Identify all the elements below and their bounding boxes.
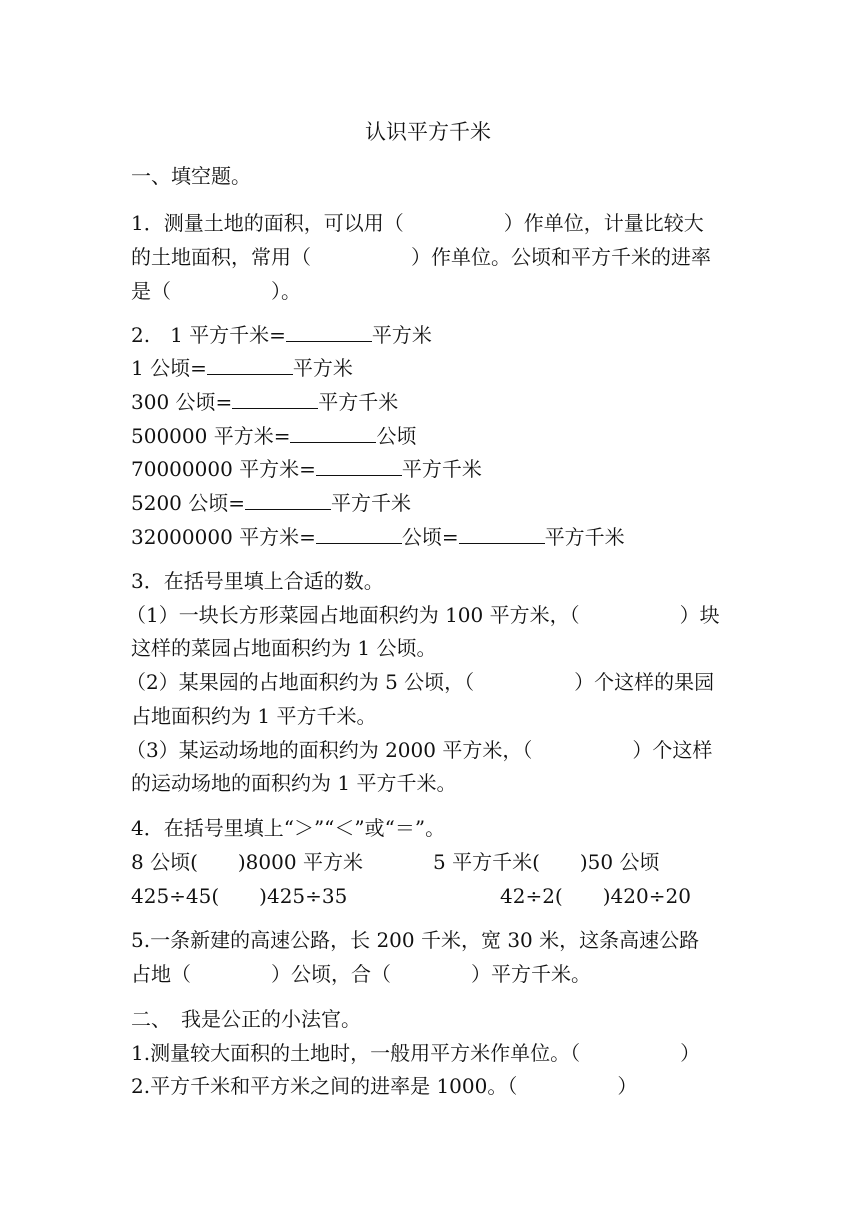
q2-row6 <box>131 490 411 516</box>
q2-row2 <box>131 355 353 381</box>
q4-heading: 4．在括号里填上“＞”“＜”或“＝”。 <box>131 816 446 840</box>
q2-row6-unit: 平方千米 <box>331 491 412 515</box>
q2-row4-unit: 公顷 <box>376 424 417 448</box>
judge-item-2: 2.平方千米和平方米之间的进率是 1000。（ ） <box>131 1074 638 1098</box>
q2-row4-prefix: 500000 平方米= <box>131 424 291 448</box>
answer-blank[interactable] <box>316 457 402 476</box>
q2-row7-unit: 平方千米 <box>544 525 625 549</box>
answer-blank[interactable] <box>459 525 545 544</box>
q2-row2-unit: 平方米 <box>292 356 353 380</box>
q1-line2: 的土地面积，常用（ ）作单位。公顷和平方千米的进率 <box>131 245 711 269</box>
q2-row3 <box>131 389 398 415</box>
q2-row6-prefix: 5200 公顷= <box>131 491 246 515</box>
q5-line2: 占地（ ）公顷，合（ ）平方千米。 <box>131 962 591 986</box>
q3-part3-line1: （3）某运动场地的面积约为 2000 平方米，（ ）个这样 <box>126 738 713 762</box>
q3-part1-line2: 这样的菜园占地面积约为 1 公顷。 <box>131 636 437 660</box>
q2-row7-prefix: 32000000 平方米= <box>131 525 316 549</box>
q2-row5-unit: 平方千米 <box>401 457 482 481</box>
q2-row2-prefix: 1 公顷= <box>131 356 207 380</box>
q2-row4 <box>131 423 416 449</box>
q2-row3-unit: 平方千米 <box>318 390 399 414</box>
section-heading-fill-in: 一、填空题。 <box>131 164 251 188</box>
q5-line1: 5.一条新建的高速公路，长 200 千米，宽 30 米，这条高速公路 <box>131 928 700 952</box>
q4-compare-d: 42÷2( )420÷20 <box>500 884 691 908</box>
section-heading-judge: 二、 我是公正的小法官。 <box>131 1007 361 1031</box>
page-title: 认识平方千米 <box>365 120 491 144</box>
answer-blank[interactable] <box>232 390 318 409</box>
q4-compare-c: 425÷45( )425÷35 <box>131 884 348 908</box>
q2-row1-prefix: 2. 1 平方千米= <box>131 323 286 347</box>
answer-blank[interactable] <box>245 491 331 510</box>
q2-row5-prefix: 70000000 平方米= <box>131 457 316 481</box>
q3-part2-line1: （2）某果园的占地面积约为 5 公顷，（ ）个这样的果园 <box>126 670 715 694</box>
answer-blank[interactable] <box>316 525 402 544</box>
q2-row3-prefix: 300 公顷= <box>131 390 233 414</box>
answer-blank[interactable] <box>290 424 376 443</box>
q3-part1-line1: （1）一块长方形菜园占地面积约为 100 平方米，（ ）块 <box>126 603 720 627</box>
q3-part2-line2: 占地面积约为 1 平方千米。 <box>131 704 377 728</box>
judge-item-1: 1.测量较大面积的土地时，一般用平方米作单位。（ ） <box>131 1041 701 1065</box>
answer-blank[interactable] <box>286 323 372 342</box>
q2-row1 <box>131 322 432 348</box>
q3-part3-line2: 的运动场地的面积约为 1 平方千米。 <box>131 771 457 795</box>
q1-line3: 是（ ）。 <box>131 279 301 303</box>
q1-line1: 1．测量土地的面积，可以用（ ）作单位，计量比较大 <box>131 211 704 235</box>
q4-compare-b: 5 平方千米( )50 公顷 <box>433 850 660 874</box>
q2-row7-mid: 公顷= <box>401 525 459 549</box>
q2-row5 <box>131 456 482 482</box>
q3-heading: 3．在括号里填上合适的数。 <box>131 569 384 593</box>
q2-row7 <box>131 524 625 550</box>
q4-compare-a: 8 公顷( )8000 平方米 <box>131 850 363 874</box>
q2-row1-unit: 平方米 <box>371 323 432 347</box>
answer-blank[interactable] <box>207 356 293 375</box>
